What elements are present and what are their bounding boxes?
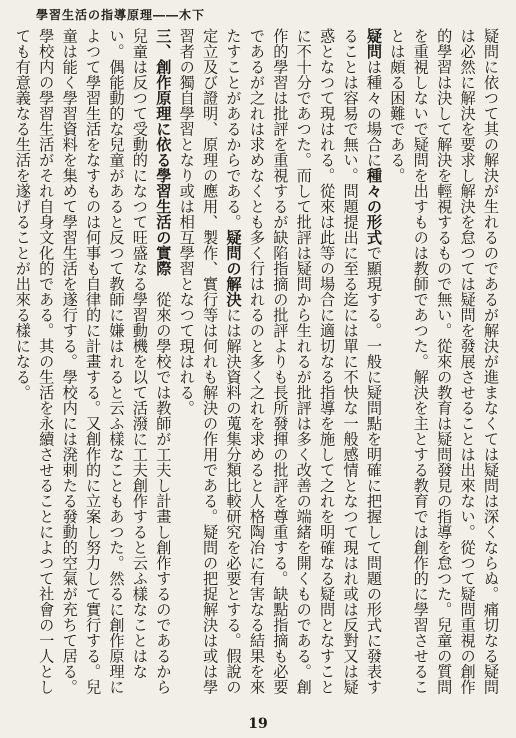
running-header: 學習生活の指導原理――木下: [36, 8, 206, 22]
text-run: には解決資料の蒐集分類比較研究を必要とする。假說の定立及び證明、原理の應用、製作、實行等は何れも解決の作用である。疑問の把捉解決は或は學習者の獨自學習となり或は相互學習となつて現はれる。: [177, 28, 243, 695]
page-number: 19: [248, 716, 268, 732]
bold-run: 三、創作原理に依る學習生活の實際: [154, 28, 173, 276]
text-run: 從來の學校では教師が工夫し計畫し創作するのであるから兒童は反つて受動的になつて旺盛なる學習動機を以て活潑に工夫創作すると云ふ樣なことはない。偶能動的な兒童があると反つて教師に嫌はれると云ふ樣なこともあつた。然るに創作原理によつて學習生活をなすものは何事も自律的に計畫する。又創作的に立案し努力して實行する。兒童は能く學習資料を集めて學習生活を遂行する。學校内には溌剌たる發動的空氣が充ちて居る。學校内の學習生活がそれ自身文化的である。其の生活を永續させることによつて社會の一人としても有意義なる生活を遂げることが出來る樣になる。: [14, 28, 173, 695]
paragraph: [174, 28, 385, 708]
bold-run: 疑問の解決: [224, 229, 243, 307]
paragraph: [385, 28, 502, 708]
bold-run: 疑問: [364, 28, 383, 59]
text-run: は種々の場合に: [364, 59, 383, 168]
text-run: で顯現する。一般に疑問點を明確に把握して問題の形式に發表することは容易で無い。問題提出に至る迄には單に不快な一般感情となつて現はれ或は反對又は疑惑となつて現はれる。從來は此等の場合に適切なる指導を施して之れを明確なる疑問となすことに不十分であつた。而して批評は疑問から生れるが批評は多く改善の端緒を開くものである。創作的學習は批評を重視するが缺陷指摘の批評よりも長所發揮の批評を尊重する。缺點指摘も必要であるが之れは求めなくとも多く行はれるのと多く之れを求めると人格陶冶に有害なる結果を來たすことがあるからである。: [224, 28, 383, 695]
body-text: [14, 28, 502, 708]
paragraph: [14, 28, 174, 708]
text-run: 疑問に依つて其の解決が生れるのであるが解決が進まなくては疑問は深くならぬ。痛切なる疑問は必然に解決を要求し解決を怠つては疑問を發展させることは出來ない。從つて疑問重視の創作的學習は決して解決を輕視するもので無い。從來の教育は疑問發見の指導を怠つた。兒童の質問を重視しないで疑問を出すものは教師であつた。解決を主とする教育では創作的に學習させることは頗る困難である。: [388, 28, 500, 695]
bold-run: 種々の形式: [364, 167, 383, 245]
